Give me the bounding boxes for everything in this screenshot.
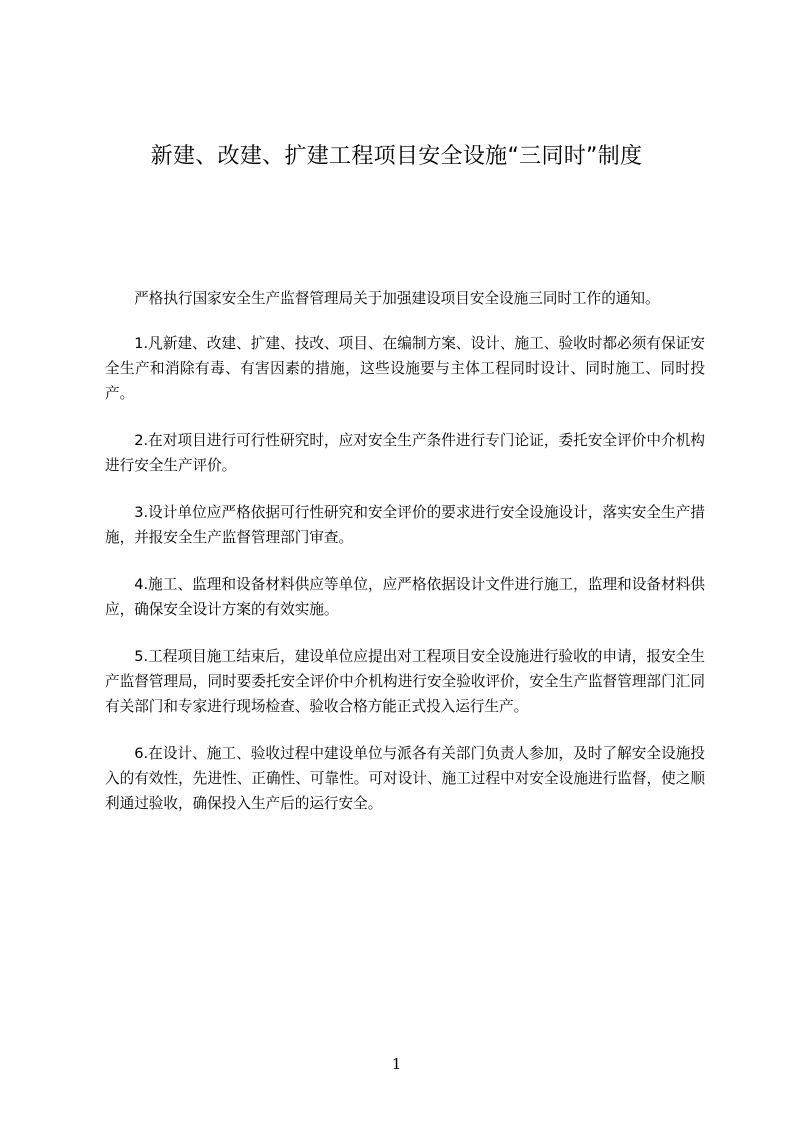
clause-paragraph-4: 4.施工、监理和设备材料供应等单位，应严格依据设计文件进行施工，监理和设备材料供应，确保安全设计方案的有效实施。 [105,576,705,618]
clause-paragraph-5: 5.工程项目施工结束后，建设单位应提出对工程项目安全设施进行验收的申请，报安全生产监督管理局，同时要委托安全评价中介机构进行安全验收评价，安全生产监督管理部门汇同有关部门和专家进行现场检查、验收合格方能正式投入运行生产。 [105,648,705,715]
intro-paragraph: 严格执行国家安全生产监督管理局关于加强建设项目安全设施三同时工作的通知。 [134,290,660,307]
clause-paragraph-6: 6.在设计、施工、验收过程中建设单位与派各有关部门负责人参加，及时了解安全设施投入的有效性，先进性、正确性、可靠性。可对设计、施工过程中对安全设施进行监督，使之顺利通过验收，确保投入生产后的运行安全。 [105,745,705,812]
document-title: 新建、改建、扩建工程项目安全设施“三同时”制度 [150,144,643,169]
page-number: 1 [391,1055,402,1073]
clause-paragraph-1: 1.凡新建、改建、扩建、技改、项目、在编制方案、设计、施工、验收时都必须有保证安全生产和消除有毒、有害因素的措施，这些设施要与主体工程同时设计、同时施工、同时投产。 [105,335,705,402]
document-body [105,286,705,838]
clause-paragraph-2: 2.在对项目进行可行性研究时，应对安全生产条件进行专门论证，委托安全评价中介机构进行安全生产评价。 [105,432,705,474]
clause-paragraph-3: 3.设计单位应严格依据可行性研究和安全评价的要求进行安全设施设计，落实安全生产措施，并报安全生产监督管理部门审查。 [105,504,705,546]
